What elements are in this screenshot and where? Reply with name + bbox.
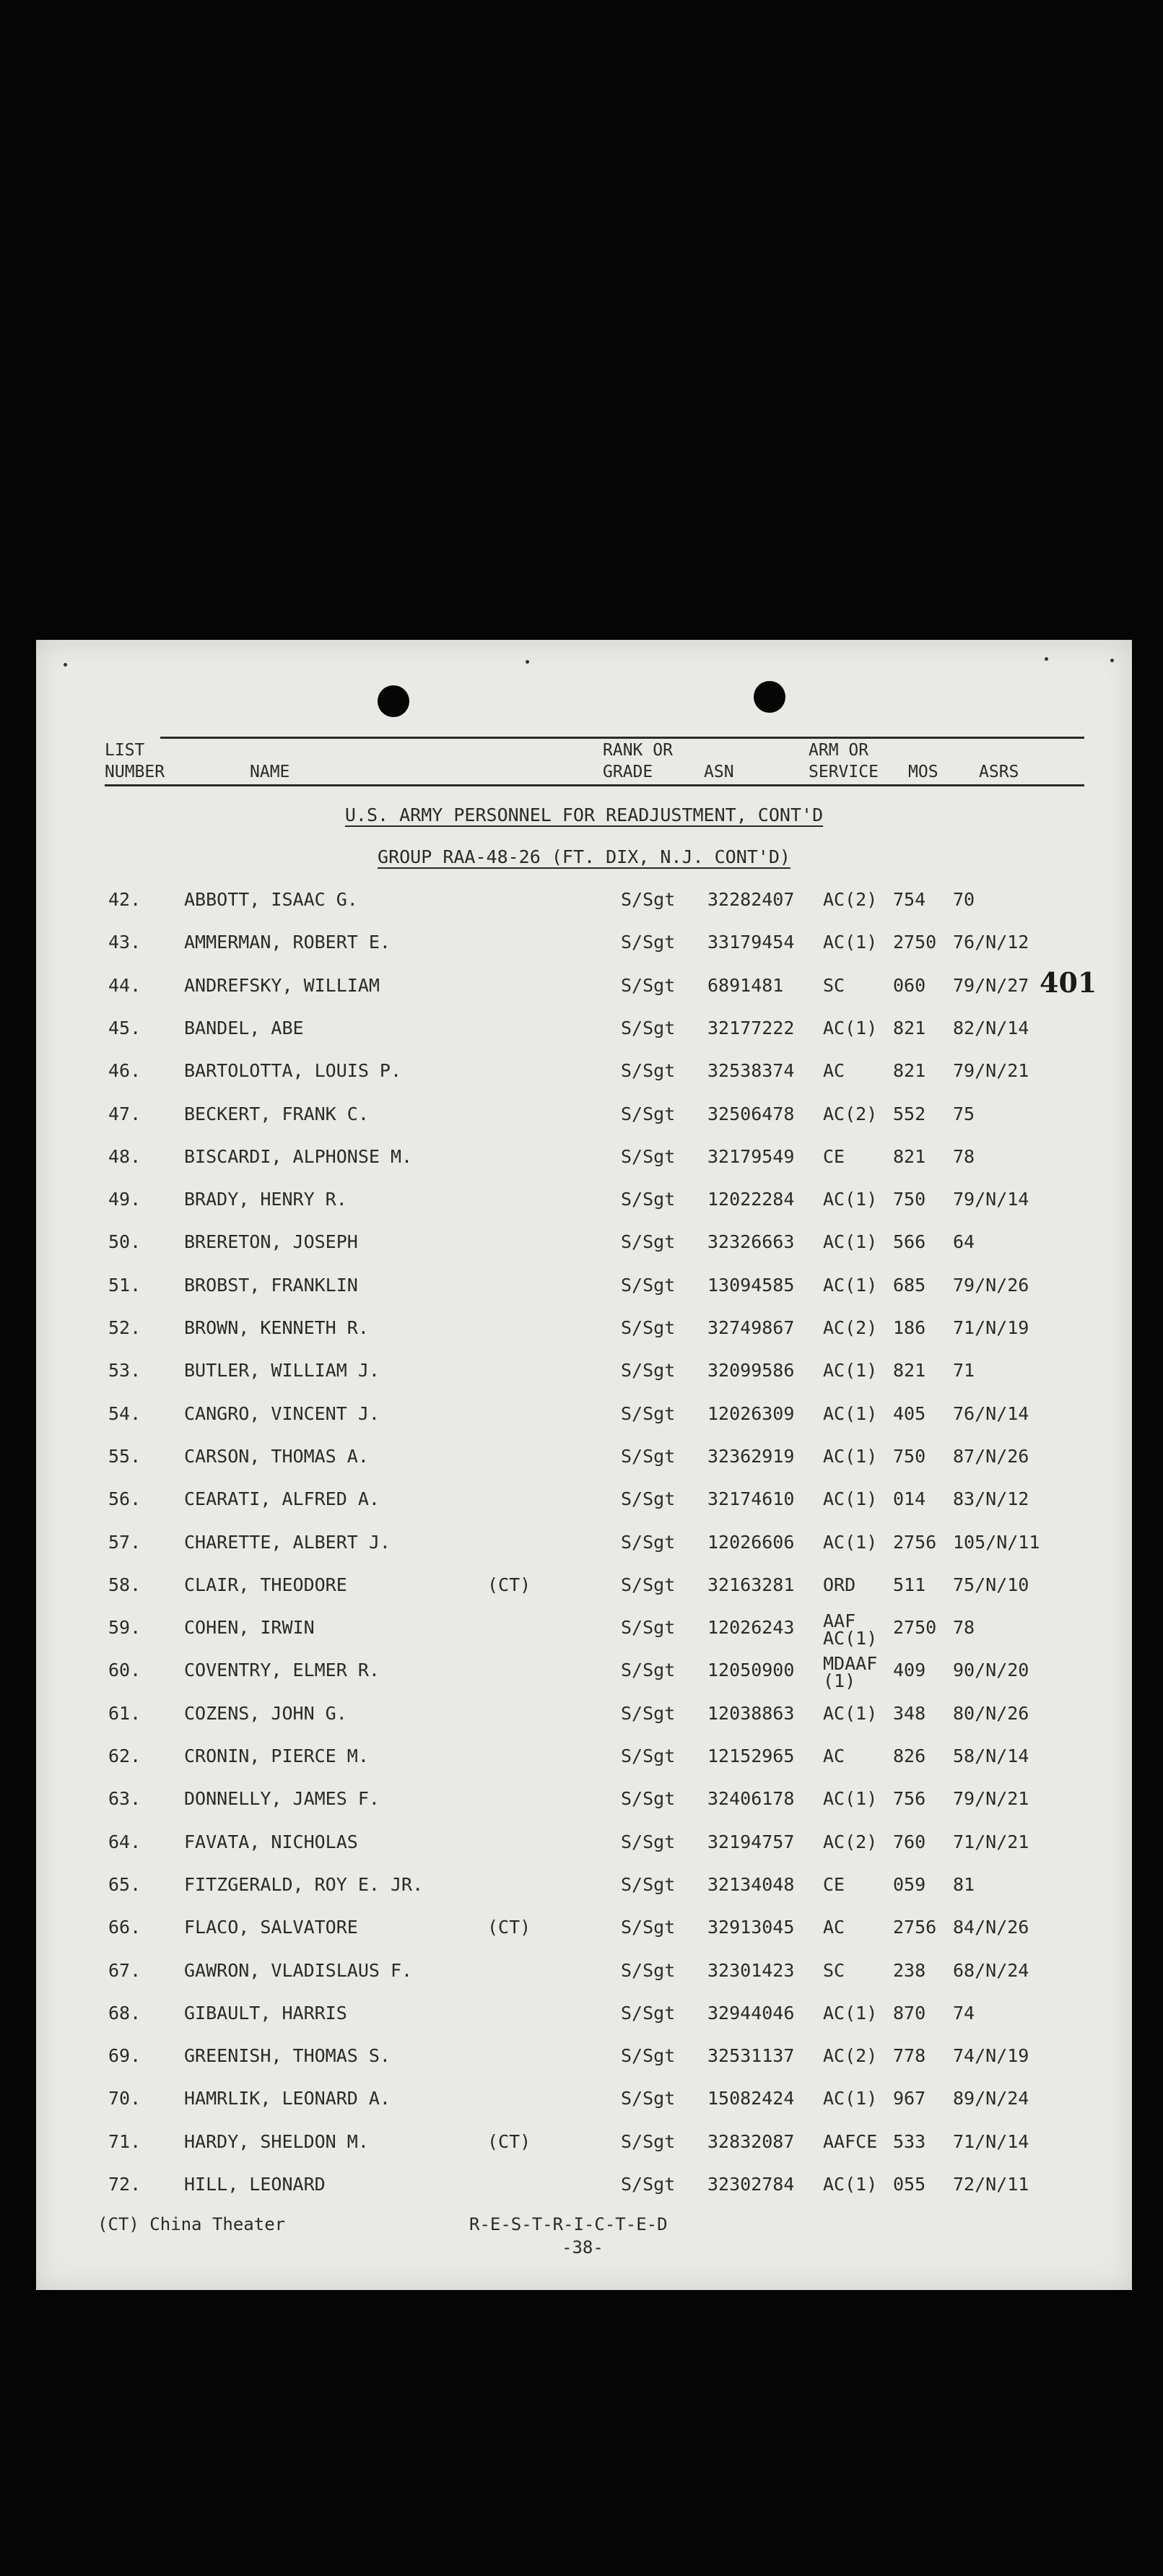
rank-grade: S/Sgt xyxy=(621,1702,676,1724)
table-row xyxy=(36,2131,1132,2174)
mos-code: 014 xyxy=(893,1488,926,1510)
table-row xyxy=(36,1960,1132,2003)
list-number: 45. xyxy=(108,1017,141,1038)
theater-note: (CT) xyxy=(487,1574,531,1595)
asrs-score: 68/N/24 xyxy=(953,1959,1029,1981)
list-number: 51. xyxy=(108,1274,141,1296)
list-number: 44. xyxy=(108,974,141,996)
asrs-score: 79/N/14 xyxy=(953,1189,1029,1210)
page-mark xyxy=(526,660,529,664)
table-row xyxy=(36,1231,1132,1274)
personnel-name: BARTOLOTTA, LOUIS P. xyxy=(184,1060,402,1082)
table-row xyxy=(36,975,1132,1018)
arm-service: AC(1) xyxy=(823,1702,878,1724)
list-number: 60. xyxy=(108,1660,141,1681)
table-row xyxy=(36,1060,1132,1103)
mos-code: 060 xyxy=(893,974,926,996)
rank-grade: S/Sgt xyxy=(621,1831,676,1852)
mos-code: 552 xyxy=(893,1103,926,1124)
asrs-score: 75/N/10 xyxy=(953,1574,1029,1595)
page-mark xyxy=(1110,659,1114,662)
header-rank: RANK OR GRADE xyxy=(603,741,673,781)
personnel-name: COHEN, IRWIN xyxy=(184,1617,315,1639)
asn-number: 32099586 xyxy=(707,1360,795,1382)
list-number: 59. xyxy=(108,1617,141,1639)
personnel-name: BECKERT, FRANK C. xyxy=(184,1103,369,1124)
mos-code: 750 xyxy=(893,1189,926,1210)
asn-number: 32944046 xyxy=(707,2002,795,2024)
arm-service: AC(2) xyxy=(823,1103,878,1124)
list-number: 50. xyxy=(108,1231,141,1253)
mos-code: 348 xyxy=(893,1702,926,1724)
rank-grade: S/Sgt xyxy=(621,2045,676,2067)
mos-code: 967 xyxy=(893,2088,926,2109)
rank-grade: S/Sgt xyxy=(621,1274,676,1296)
asn-number: 32179549 xyxy=(707,1145,795,1167)
footer-page-number: -38- xyxy=(562,2237,604,2258)
asrs-score: 84/N/26 xyxy=(953,1917,1029,1938)
list-number: 49. xyxy=(108,1189,141,1210)
asrs-score: 72/N/11 xyxy=(953,2174,1029,2195)
arm-service: AC(1) xyxy=(823,1017,878,1038)
table-row xyxy=(36,1403,1132,1446)
table-row xyxy=(36,932,1132,974)
arm-service: AC(1) xyxy=(823,932,878,953)
mos-code: 405 xyxy=(893,1402,926,1424)
rank-grade: S/Sgt xyxy=(621,1788,676,1810)
personnel-name: DONNELLY, JAMES F. xyxy=(184,1788,380,1810)
rank-grade: S/Sgt xyxy=(621,1189,676,1210)
table-row xyxy=(36,1574,1132,1617)
asn-number: 32749867 xyxy=(707,1317,795,1338)
asrs-score: 79/N/21 xyxy=(953,1788,1029,1810)
rank-grade: S/Sgt xyxy=(621,1103,676,1124)
table-row xyxy=(36,1360,1132,1402)
list-number: 63. xyxy=(108,1788,141,1810)
asrs-score: 70 xyxy=(953,889,975,910)
asrs-score: 80/N/26 xyxy=(953,1702,1029,1724)
table-row xyxy=(36,1488,1132,1531)
arm-service: SC xyxy=(823,974,845,996)
table-row xyxy=(36,2174,1132,2216)
personnel-name: BROWN, KENNETH R. xyxy=(184,1317,369,1338)
asrs-score: 105/N/11 xyxy=(953,1531,1040,1553)
arm-service: AC(1) xyxy=(823,1189,878,1210)
rank-grade: S/Sgt xyxy=(621,1660,676,1681)
table-row xyxy=(36,1317,1132,1360)
theater-note: (CT) xyxy=(487,2130,531,2152)
personnel-name: CLAIR, THEODORE xyxy=(184,1574,347,1595)
list-number: 61. xyxy=(108,1702,141,1724)
list-number: 67. xyxy=(108,1959,141,1981)
table-row xyxy=(36,1103,1132,1146)
arm-service: AC(1) xyxy=(823,1788,878,1810)
document-subtitle: GROUP RAA-48-26 (FT. DIX, N.J. CONT'D) xyxy=(378,846,790,867)
rank-grade: S/Sgt xyxy=(621,2002,676,2024)
asn-number: 15082424 xyxy=(707,2088,795,2109)
arm-service: AAFCE xyxy=(823,2130,878,2152)
asn-number: 6891481 xyxy=(707,974,784,996)
asrs-score: 71/N/19 xyxy=(953,1317,1029,1338)
rank-grade: S/Sgt xyxy=(621,1017,676,1038)
asn-number: 12026606 xyxy=(707,1531,795,1553)
asn-number: 13094585 xyxy=(707,1274,795,1296)
rank-grade: S/Sgt xyxy=(621,932,676,953)
asrs-score: 78 xyxy=(953,1145,975,1167)
rank-grade: S/Sgt xyxy=(621,1231,676,1253)
rank-grade: S/Sgt xyxy=(621,1959,676,1981)
table-row xyxy=(36,889,1132,932)
mos-code: 533 xyxy=(893,2130,926,2152)
asn-number: 33179454 xyxy=(707,932,795,953)
document-page xyxy=(36,640,1132,2290)
arm-service: AC xyxy=(823,1917,845,1938)
asn-number: 32406178 xyxy=(707,1788,795,1810)
list-number: 43. xyxy=(108,932,141,953)
personnel-name: FLACO, SALVATORE xyxy=(184,1917,358,1938)
asn-number: 12026309 xyxy=(707,1402,795,1424)
mos-code: 870 xyxy=(893,2002,926,2024)
table-row xyxy=(36,1018,1132,1060)
asn-number: 32326663 xyxy=(707,1231,795,1253)
list-number: 68. xyxy=(108,2002,141,2024)
mos-code: 778 xyxy=(893,2045,926,2067)
list-number: 71. xyxy=(108,2130,141,2152)
table-row xyxy=(36,2045,1132,2088)
personnel-name: FITZGERALD, ROY E. JR. xyxy=(184,1873,424,1895)
mos-code: 566 xyxy=(893,1231,926,1253)
arm-service: AC(2) xyxy=(823,2045,878,2067)
personnel-name: BRERETON, JOSEPH xyxy=(184,1231,358,1253)
mos-code: 409 xyxy=(893,1660,926,1681)
asn-number: 12022284 xyxy=(707,1189,795,1210)
arm-service: AC(1) xyxy=(823,2002,878,2024)
table-row xyxy=(36,1703,1132,1745)
arm-service: AC xyxy=(823,1060,845,1082)
header-name: NAME xyxy=(250,763,290,781)
personnel-name: CHARETTE, ALBERT J. xyxy=(184,1531,391,1553)
personnel-name: CANGRO, VINCENT J. xyxy=(184,1402,380,1424)
rank-grade: S/Sgt xyxy=(621,1402,676,1424)
mos-code: 685 xyxy=(893,1274,926,1296)
asn-number: 32134048 xyxy=(707,1873,795,1895)
rank-grade: S/Sgt xyxy=(621,1060,676,1082)
rank-grade: S/Sgt xyxy=(621,1317,676,1338)
mos-code: 186 xyxy=(893,1317,926,1338)
rank-grade: S/Sgt xyxy=(621,1145,676,1167)
header-bottom-rule xyxy=(105,784,1084,786)
asn-number: 32531137 xyxy=(707,2045,795,2067)
personnel-name: HARDY, SHELDON M. xyxy=(184,2130,369,2152)
asrs-score: 83/N/12 xyxy=(953,1488,1029,1510)
personnel-name: CRONIN, PIERCE M. xyxy=(184,1745,369,1766)
mos-code: 760 xyxy=(893,1831,926,1852)
table-row xyxy=(36,1610,1132,1660)
asn-number: 32913045 xyxy=(707,1917,795,1938)
asrs-score: 78 xyxy=(953,1617,975,1639)
asn-number: 12050900 xyxy=(707,1660,795,1681)
arm-service: AC(1) xyxy=(823,1360,878,1382)
list-number: 53. xyxy=(108,1360,141,1382)
personnel-name: BUTLER, WILLIAM J. xyxy=(184,1360,380,1382)
arm-service: AC(2) xyxy=(823,1831,878,1852)
rank-grade: S/Sgt xyxy=(621,2174,676,2195)
table-row xyxy=(36,2088,1132,2130)
rank-grade: S/Sgt xyxy=(621,889,676,910)
list-number: 70. xyxy=(108,2088,141,2109)
asn-number: 32362919 xyxy=(707,1445,795,1467)
table-row xyxy=(36,1146,1132,1189)
asn-number: 32538374 xyxy=(707,1060,795,1082)
arm-service: CE xyxy=(823,1873,845,1895)
personnel-name: ANDREFSKY, WILLIAM xyxy=(184,974,380,996)
list-number: 64. xyxy=(108,1831,141,1852)
rank-grade: S/Sgt xyxy=(621,1360,676,1382)
mos-code: 754 xyxy=(893,889,926,910)
personnel-name: GAWRON, VLADISLAUS F. xyxy=(184,1959,413,1981)
asn-number: 32163281 xyxy=(707,1574,795,1595)
list-number: 72. xyxy=(108,2174,141,2195)
footer-classification: R-E-S-T-R-I-C-T-E-D xyxy=(469,2214,668,2234)
list-number: 54. xyxy=(108,1402,141,1424)
mos-code: 238 xyxy=(893,1959,926,1981)
mos-code: 750 xyxy=(893,1445,926,1467)
personnel-name: AMMERMAN, ROBERT E. xyxy=(184,932,391,953)
mos-code: 059 xyxy=(893,1873,926,1895)
mos-code: 511 xyxy=(893,1574,926,1595)
asn-number: 32194757 xyxy=(707,1831,795,1852)
asrs-score: 81 xyxy=(953,1873,975,1895)
arm-service: MDAAF (1) xyxy=(823,1653,878,1692)
rank-grade: S/Sgt xyxy=(621,2088,676,2109)
table-row xyxy=(36,1917,1132,1959)
list-number: 47. xyxy=(108,1103,141,1124)
asrs-score: 79/N/26 xyxy=(953,1274,1029,1296)
personnel-name: GREENISH, THOMAS S. xyxy=(184,2045,391,2067)
arm-service: SC xyxy=(823,1959,845,1981)
asn-number: 32174610 xyxy=(707,1488,795,1510)
arm-service: AC xyxy=(823,1745,845,1766)
table-row xyxy=(36,1874,1132,1917)
arm-service: CE xyxy=(823,1145,845,1167)
mos-code: 2756 xyxy=(893,1531,937,1553)
table-row xyxy=(36,2003,1132,2045)
mos-code: 821 xyxy=(893,1360,926,1382)
personnel-name: FAVATA, NICHOLAS xyxy=(184,1831,358,1852)
arm-service: AC(1) xyxy=(823,2088,878,2109)
rank-grade: S/Sgt xyxy=(621,1745,676,1766)
personnel-name: BROBST, FRANKLIN xyxy=(184,1274,358,1296)
arm-service: AC(1) xyxy=(823,1274,878,1296)
personnel-name: BRADY, HENRY R. xyxy=(184,1189,347,1210)
arm-service: AC(2) xyxy=(823,1317,878,1338)
asrs-score: 74/N/19 xyxy=(953,2045,1029,2067)
arm-service: AAF AC(1) xyxy=(823,1610,878,1649)
personnel-name: BANDEL, ABE xyxy=(184,1017,304,1038)
asn-number: 32302784 xyxy=(707,2174,795,2195)
table-row xyxy=(36,1532,1132,1574)
table-row xyxy=(36,1831,1132,1874)
personnel-name: BISCARDI, ALPHONSE M. xyxy=(184,1145,413,1167)
asrs-score: 79/N/21 xyxy=(953,1060,1029,1082)
list-number: 65. xyxy=(108,1873,141,1895)
personnel-name: CEARATI, ALFRED A. xyxy=(184,1488,380,1510)
asrs-score: 74 xyxy=(953,2002,975,2024)
personnel-name: COZENS, JOHN G. xyxy=(184,1702,347,1724)
asn-number: 12038863 xyxy=(707,1702,795,1724)
mos-code: 821 xyxy=(893,1060,926,1082)
table-row xyxy=(36,1189,1132,1231)
arm-service: AC(1) xyxy=(823,2174,878,2195)
theater-note: (CT) xyxy=(487,1917,531,1938)
list-number: 42. xyxy=(108,889,141,910)
list-number: 56. xyxy=(108,1488,141,1510)
header-arm: ARM OR SERVICE xyxy=(809,741,879,781)
arm-service: AC(1) xyxy=(823,1231,878,1253)
footer-legend: (CT) China Theater xyxy=(97,2214,286,2234)
personnel-name: HILL, LEONARD xyxy=(184,2174,326,2195)
arm-service: AC(1) xyxy=(823,1402,878,1424)
header-list-number: LIST NUMBER xyxy=(105,741,165,781)
asrs-score: 71 xyxy=(953,1360,975,1382)
list-number: 66. xyxy=(108,1917,141,1938)
rank-grade: S/Sgt xyxy=(621,1873,676,1895)
asrs-score: 64 xyxy=(953,1231,975,1253)
header-top-rule xyxy=(160,737,1084,739)
personnel-name: COVENTRY, ELMER R. xyxy=(184,1660,380,1681)
page-mark xyxy=(1045,657,1048,661)
asn-number: 12152965 xyxy=(707,1745,795,1766)
page-mark xyxy=(64,663,67,667)
table-row xyxy=(36,1275,1132,1317)
arm-service: AC(1) xyxy=(823,1531,878,1553)
mos-code: 821 xyxy=(893,1017,926,1038)
rank-grade: S/Sgt xyxy=(621,1917,676,1938)
binder-hole-left xyxy=(378,685,409,717)
list-number: 62. xyxy=(108,1745,141,1766)
rank-grade: S/Sgt xyxy=(621,974,676,996)
rank-grade: S/Sgt xyxy=(621,1531,676,1553)
arm-service: AC(2) xyxy=(823,889,878,910)
asrs-score: 76/N/14 xyxy=(953,1402,1029,1424)
asrs-score: 71/N/14 xyxy=(953,2130,1029,2152)
arm-service: ORD xyxy=(823,1574,856,1595)
personnel-name: ABBOTT, ISAAC G. xyxy=(184,889,358,910)
stamp-number: 401 xyxy=(1040,966,1097,999)
header-asrs: ASRS xyxy=(979,763,1019,781)
mos-code: 821 xyxy=(893,1145,926,1167)
asn-number: 32832087 xyxy=(707,2130,795,2152)
list-number: 55. xyxy=(108,1445,141,1467)
list-number: 46. xyxy=(108,1060,141,1082)
arm-service: AC(1) xyxy=(823,1445,878,1467)
asrs-score: 89/N/24 xyxy=(953,2088,1029,2109)
rank-grade: S/Sgt xyxy=(621,1617,676,1639)
personnel-name: GIBAULT, HARRIS xyxy=(184,2002,347,2024)
asn-number: 32177222 xyxy=(707,1017,795,1038)
rank-grade: S/Sgt xyxy=(621,1445,676,1467)
asn-number: 32282407 xyxy=(707,889,795,910)
personnel-name: HAMRLIK, LEONARD A. xyxy=(184,2088,391,2109)
mos-code: 2750 xyxy=(893,1617,937,1639)
asrs-score: 90/N/20 xyxy=(953,1660,1029,1681)
mos-code: 826 xyxy=(893,1745,926,1766)
list-number: 48. xyxy=(108,1145,141,1167)
table-row xyxy=(36,1788,1132,1831)
mos-code: 2756 xyxy=(893,1917,937,1938)
table-row xyxy=(36,1446,1132,1488)
binder-hole-right xyxy=(754,681,785,713)
asrs-score: 87/N/26 xyxy=(953,1445,1029,1467)
mos-code: 756 xyxy=(893,1788,926,1810)
mos-code: 055 xyxy=(893,2174,926,2195)
rank-grade: S/Sgt xyxy=(621,2130,676,2152)
asrs-score: 76/N/12 xyxy=(953,932,1029,953)
asrs-score: 75 xyxy=(953,1103,975,1124)
document-title: U.S. ARMY PERSONNEL FOR READJUSTMENT, CONT'D xyxy=(344,805,824,825)
asrs-score: 71/N/21 xyxy=(953,1831,1029,1852)
list-number: 57. xyxy=(108,1531,141,1553)
asn-number: 32506478 xyxy=(707,1103,795,1124)
personnel-name: CARSON, THOMAS A. xyxy=(184,1445,369,1467)
list-number: 52. xyxy=(108,1317,141,1338)
asrs-score: 82/N/14 xyxy=(953,1017,1029,1038)
header-mos: MOS xyxy=(908,763,938,781)
header-asn: ASN xyxy=(704,763,734,781)
asn-number: 32301423 xyxy=(707,1959,795,1981)
list-number: 58. xyxy=(108,1574,141,1595)
rank-grade: S/Sgt xyxy=(621,1488,676,1510)
table-row xyxy=(36,1653,1132,1702)
arm-service: AC(1) xyxy=(823,1488,878,1510)
table-row xyxy=(36,1745,1132,1788)
list-number: 69. xyxy=(108,2045,141,2067)
mos-code: 2750 xyxy=(893,932,937,953)
asrs-score: 79/N/27 xyxy=(953,974,1029,996)
asn-number: 12026243 xyxy=(707,1617,795,1639)
rank-grade: S/Sgt xyxy=(621,1574,676,1595)
asrs-score: 58/N/14 xyxy=(953,1745,1029,1766)
